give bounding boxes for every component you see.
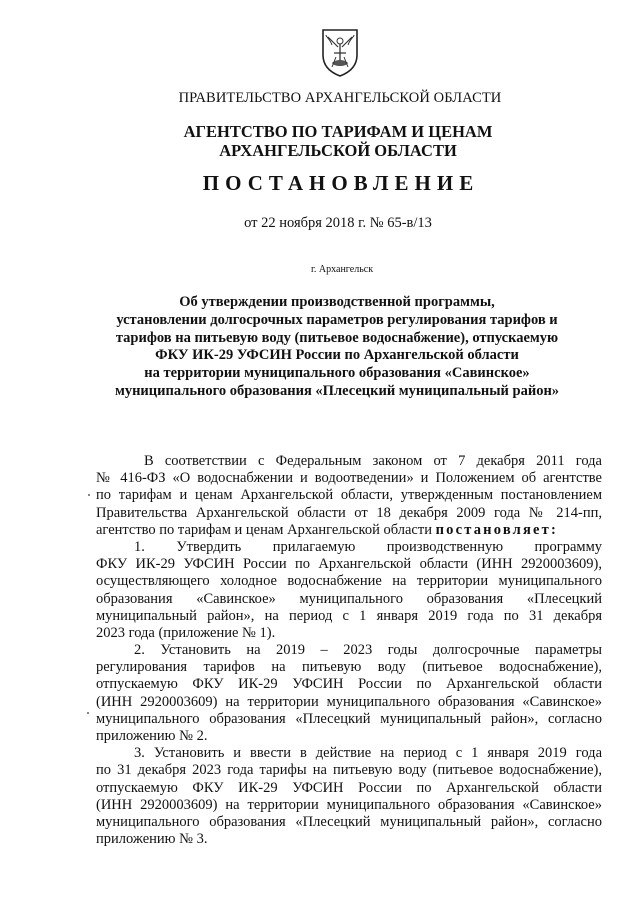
item2-line: приложению № 2. (96, 728, 208, 744)
item2-line: отпускаемую ФКУ ИК-29 УФСИН России по Архангельской области (96, 676, 602, 693)
subject-line: установлении долгосрочных параметров регулирования тарифов и (116, 311, 558, 328)
body-line-decree (96, 522, 602, 539)
body-line: В соответствии с Федеральным законом от 7 декабря 2011 года (144, 453, 602, 469)
document-type-title: ПОСТАНОВЛЕНИЕ (202, 171, 480, 195)
item2-line: 2. Установить на 2019 – 2023 годы долгосрочные параметры (134, 642, 602, 659)
document-subject (0, 294, 640, 401)
subject-line: тарифов на питьевую воду (питьевое водоснабжение), отпускаемую (115, 329, 559, 346)
item3-line: 3. Установить и ввести в действие на период с 1 января 2019 года (134, 745, 602, 762)
body-line: по тарифам и ценам Архангельской области, утвержденным постановлением (96, 487, 602, 504)
document-date-number: от 22 ноября 2018 г. № 65-в/13 (244, 215, 432, 231)
body-line: Правительства Архангельской области от 18 декабря 2009 года № 214-пп, (96, 504, 602, 521)
decree-word: постановляет: (435, 521, 559, 538)
item1-line: 2023 года (приложение № 1). (96, 624, 276, 641)
item2-line: (ИНН 2920003609) на территории муниципального образования «Савинское» (96, 693, 602, 710)
scan-speck (88, 494, 90, 496)
body-line-text: агентство по тарифам и ценам Архангельской области (96, 521, 432, 538)
item3-line: (ИНН 2920003609) на территории муниципального образования «Савинское» (96, 796, 602, 813)
coat-of-arms-icon (320, 27, 360, 77)
item1-line: 1. Утвердить прилагаемую производственную программу (134, 538, 602, 555)
subject-line: Об утверждении производственной программы, (179, 294, 495, 310)
item3-line: по 31 декабря 2023 года тарифы на питьевую воду (питьевое водоснабжение), (96, 762, 602, 779)
item3-line: муниципального образования «Плесецкий муниципальный район», согласно (96, 813, 602, 830)
subject-line: ФКУ ИК-29 УФСИН России по Архангельской области (155, 347, 519, 364)
agency-name-line: АРХАНГЕЛЬСКОЙ ОБЛАСТИ (219, 141, 457, 160)
subject-line: на территории муниципального образования «Савинское» (144, 365, 530, 382)
item1-line: муниципальный район», на период с 1 января 2019 года по 31 декабря (96, 607, 602, 624)
scan-speck (87, 712, 89, 714)
item1-line: ФКУ ИК-29 УФСИН России по Архангельской области (ИНН 2920003609), (96, 556, 602, 573)
document-body (96, 453, 602, 848)
item2-line: регулирования тарифов на питьевую воду (питьевое водоснабжение), (96, 659, 602, 676)
item2-line: муниципального образования «Плесецкий муниципальный район», согласно (96, 710, 602, 727)
item3-line: приложению № 3. (96, 831, 208, 848)
body-line: № 416-ФЗ «О водоснабжении и водоотведении» и Положением об агентстве (96, 470, 602, 487)
city-name: г. Архангельск (310, 264, 374, 275)
item3-line: отпускаемую ФКУ ИК-29 УФСИН России по Архангельской области (96, 779, 602, 796)
item1-line: образования «Савинское» муниципального образования «Плесецкий (96, 590, 602, 607)
government-name: ПРАВИТЕЛЬСТВО АРХАНГЕЛЬСКОЙ ОБЛАСТИ (178, 90, 502, 106)
agency-name (0, 122, 640, 160)
agency-name-line: АГЕНТСТВО ПО ТАРИФАМ И ЦЕНАМ (183, 122, 493, 141)
item1-line: осуществляющего холодное водоснабжение на территории муниципального (96, 573, 602, 590)
subject-line: муниципального образования «Плесецкий муниципальный район» (114, 382, 560, 399)
